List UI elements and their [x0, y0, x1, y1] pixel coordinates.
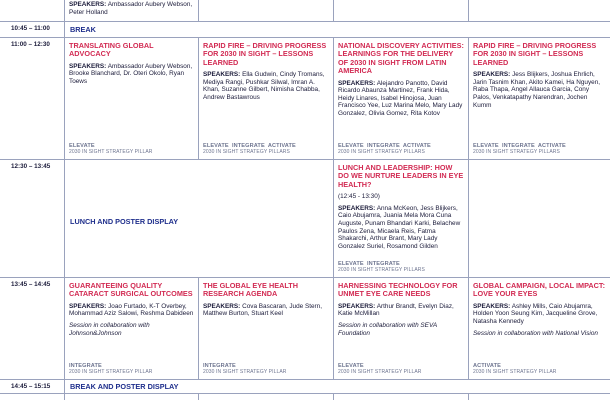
session-cell [468, 278, 610, 379]
session-cell [333, 160, 468, 277]
session-cell [468, 38, 610, 159]
session-note: Session in collaboration with Johnson&Johnson [69, 322, 150, 337]
agenda-row-lunch [0, 160, 610, 278]
session-cell [333, 278, 468, 379]
session-cell [198, 38, 333, 159]
session-title: GUARANTEEING QUALITY CATARACT SURGICAL OUTCOMES [69, 281, 193, 299]
agenda-row-session-1 [0, 38, 610, 160]
speakers-text: SPEAKERS: Ashley Mills, Caio Abujamra, Holden Yoon Seung Kim, Jacqueline Grove, Natasha Kennedy [473, 302, 598, 325]
session-cell [64, 278, 198, 379]
break-label: BREAK [70, 25, 96, 34]
session-title: TRANSLATING GLOBAL ADVOCACY [69, 41, 154, 59]
agenda-row-break [0, 380, 610, 394]
speakers-text: SPEAKERS: Arthur Brandt, Evelyn Diaz, Katie McMillan [338, 302, 454, 318]
divider [64, 160, 65, 277]
speakers-text: SPEAKERS: Ella Gudwin, Cindy Tromans, Mediya Rangi, Pushkar Silwal, Imran A. Khan, Suzanne Gilbert, Nimisha Chabba, Andrew Bastawrous [203, 71, 325, 101]
time-label: 11:00 – 12:30 [11, 41, 50, 48]
divider [64, 22, 65, 37]
time-label: 13:45 – 14:45 [11, 281, 51, 288]
break-label: BREAK AND POSTER DISPLAY [70, 382, 179, 391]
divider [333, 0, 334, 21]
session-title: LUNCH AND LEADERSHIP: HOW DO WE NURTURE LEADERS IN EYE HEALTH? [338, 163, 464, 189]
divider [333, 394, 334, 400]
session-time: (12:45 - 13:30) [338, 193, 380, 201]
session-title: GLOBAL CAMPAIGN, LOCAL IMPACT: LOVE YOUR EYES [473, 281, 606, 299]
lunch-label: LUNCH AND POSTER DISPLAY [70, 217, 179, 226]
speakers-text: SPEAKERS: Ambassador Aubery Webson, Peter Holland [69, 1, 193, 16]
session-title: RAPID FIRE – DRIVING PROGRESS FOR 2030 IN SIGHT – LESSONS LEARNED [473, 41, 597, 67]
strategy-pillar: ELEVATE 2030 IN SIGHT STRATEGY PILLAR [338, 363, 422, 375]
speakers-text: SPEAKERS: Cova Bascaran, Jude Stern, Matthew Burton, Stuart Keel [203, 302, 323, 318]
strategy-pillar: INTEGRATE 2030 IN SIGHT STRATEGY PILLAR [203, 363, 287, 375]
agenda-row-session-2 [0, 278, 610, 380]
speakers-text: SPEAKERS: Jess Blijkers, Joshua Ehrlich, Jarin Tasnim Khan, Akito Kamei, Ha Nguyen, Raba Thapa, Angel Allauca Garcia, Cony Palos, Venkatapathy Narendran, Jochen Kumm [473, 71, 601, 109]
session-title: RAPID FIRE – DRIVING PROGRESS FOR 2030 IN SIGHT – LESSONS LEARNED [203, 41, 327, 67]
divider [64, 394, 65, 400]
strategy-pillar: ELEVATE INTEGRATE ACTIVATE 2030 IN SIGHT STRATEGY PILLARS [338, 143, 431, 155]
divider [468, 394, 469, 400]
divider [468, 0, 469, 21]
speakers-text: SPEAKERS: Ambassador Aubery Webson, Brooke Blanchard, Dr. Oteri Okolo, Ryan Toews [69, 62, 193, 85]
session-cell [64, 0, 198, 21]
speakers-text: SPEAKERS: Anna McKeon, Jess Blijkers, Caio Abujamra, Juania Mela Mora Cuna Auguste, Punam Bhandari Karki, Belachew Paulos Zena, Micaela Reis, Fatma Shakarchi, Arthur Brant, Mary Lady Gonzalez Suriel, Rosamond Gilden [338, 204, 461, 250]
session-cell [333, 38, 468, 159]
divider [198, 394, 199, 400]
divider [64, 380, 65, 393]
speakers-text: SPEAKERS: Alejandro Panotto, David Ricardo Abaunza Martinez, Frank Hida, Heidy Linares, Isabel Hinojosa, Juan Francisco Yee, Luz Marina Melo, Mary Lady Gonzalez, Olivia Gomez, Rita Kotov [338, 79, 463, 117]
divider [468, 160, 469, 277]
session-cell [64, 38, 198, 159]
session-cell [198, 278, 333, 379]
speakers-text: SPEAKERS: Joao Furtado, K-T Overbey, Mohammad Aziz Salowi, Reshma Dabideen [69, 302, 194, 318]
agenda-row-top [0, 0, 610, 22]
session-title: NATIONAL DISCOVERY ACTIVITIES: LEARNINGS FOR THE DELIVERY OF 2030 IN SIGHT FROM LATIN AMERICA [338, 41, 464, 76]
strategy-pillar: ELEVATE INTEGRATE ACTIVATE 2030 IN SIGHT STRATEGY PILLARS [203, 143, 296, 155]
divider [198, 0, 199, 21]
strategy-pillar: ACTIVATE 2030 IN SIGHT STRATEGY PILLAR [473, 363, 557, 375]
session-title: THE GLOBAL EYE HEALTH RESEARCH AGENDA [203, 281, 298, 299]
time-label: 10:45 – 11:00 [11, 25, 50, 32]
strategy-pillar: ELEVATE INTEGRATE 2030 IN SIGHT STRATEGY PILLARS [338, 261, 425, 273]
time-label: 14:45 – 15:15 [11, 383, 51, 390]
agenda-row-next [0, 394, 610, 400]
strategy-pillar: INTEGRATE 2030 IN SIGHT STRATEGY PILLAR [69, 363, 153, 375]
agenda-row-break [0, 22, 610, 38]
session-note: Session in collaboration with SEVA Foundation [338, 322, 437, 337]
session-title: HARNESSING TECHNOLOGY FOR UNMET EYE CARE NEEDS [338, 281, 458, 299]
strategy-pillar: ELEVATE 2030 IN SIGHT STRATEGY PILLAR [69, 143, 153, 155]
session-note: Session in collaboration with National Vision [473, 329, 598, 337]
time-label: 12:30 – 13:45 [11, 163, 51, 170]
strategy-pillar: ELEVATE INTEGRATE ACTIVATE 2030 IN SIGHT STRATEGY PILLARS [473, 143, 566, 155]
